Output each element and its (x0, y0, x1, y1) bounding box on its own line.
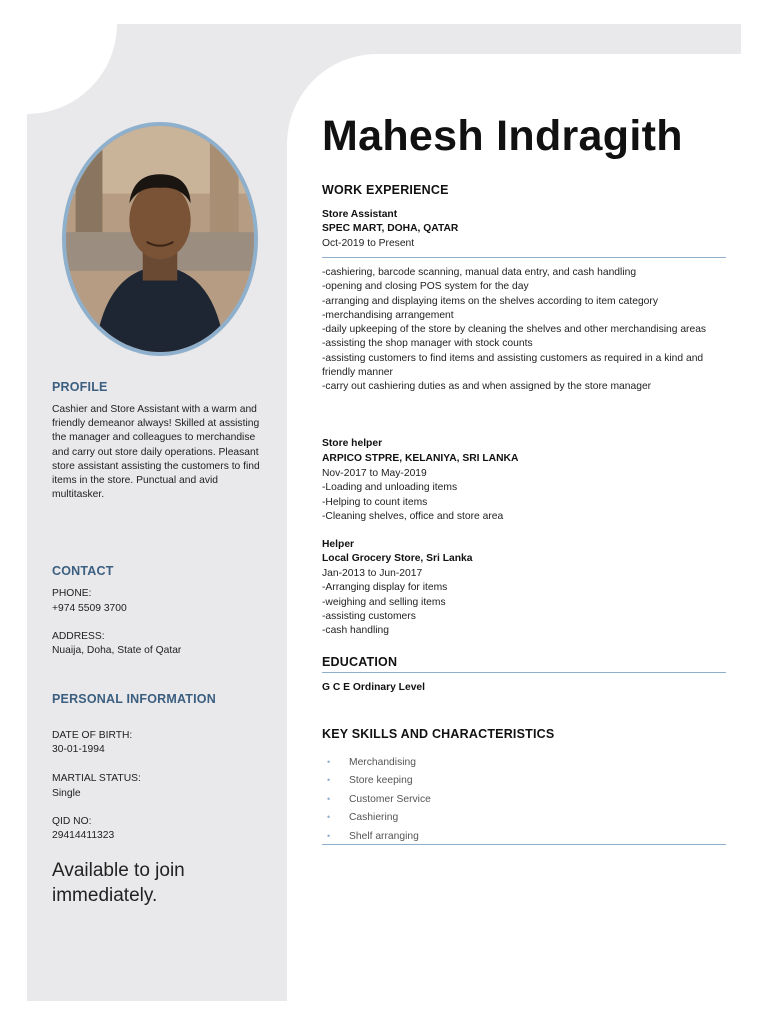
address-label: ADDRESS: (52, 631, 105, 642)
skill-item: • Merchandising (327, 757, 416, 768)
job-3-dates: Jan-2013 to Jun-2017 (322, 568, 423, 579)
skill-item: • Store keeping (327, 775, 413, 787)
person-photo-icon (66, 126, 254, 352)
address-value: Nuaija, Doha, State of Qatar (52, 645, 182, 656)
duty-item: -opening and closing POS system for the day (322, 281, 529, 293)
skill-item: • Shelf arranging (327, 830, 419, 842)
job-1-title: Store Assistant (322, 209, 398, 220)
education-heading: EDUCATION (322, 655, 398, 669)
duty-item: -arranging and displaying items on the shelves according to item category (322, 295, 658, 307)
contact-heading: CONTACT (52, 564, 114, 578)
job-1-duties (322, 266, 726, 395)
phone-label: PHONE: (52, 588, 92, 599)
duty-item: -Loading and unloading items (322, 482, 458, 494)
profile-text: Cashier and Store Assistant with a warm and friendly demeanor always! Skilled at assisting the manager and colleagues to merchandise and carry out store daily operations. Pleasant store assistant assisting the customers to find items in the store. Punctual and avid multitasker. (52, 404, 260, 501)
duty-item: -assisting the shop manager with stock counts (322, 338, 533, 350)
skill-item: • Customer Service (327, 793, 431, 805)
duty-item: -daily upkeeping of the store by cleaning the shelves and other merchandising areas (322, 324, 707, 336)
job-3-title: Helper (322, 539, 355, 550)
duty-item: -assisting customers (322, 610, 416, 622)
skills-list (322, 755, 726, 847)
phone-value: +974 5509 3700 (52, 603, 127, 614)
main-panel (287, 54, 768, 1024)
divider (322, 672, 726, 673)
duty-item: -carry out cashiering duties as and when assigned by the store manager (322, 381, 652, 393)
job-3-details (322, 567, 726, 638)
divider (322, 257, 726, 258)
profile-photo (62, 122, 258, 356)
personal-heading: PERSONAL INFORMATION (52, 692, 216, 706)
marital-value: Single (52, 788, 81, 799)
job-3-company: Local Grocery Store, Sri Lanka (322, 553, 473, 564)
availability-note: Available to join immediately. (52, 860, 185, 906)
duty-item: -merchandising arrangement (322, 309, 454, 321)
qid-value: 29414411323 (52, 830, 115, 841)
bullet-icon: • (327, 757, 331, 767)
skill-item: • Cashiering (327, 812, 399, 824)
duty-item: -Helping to count items (322, 496, 428, 508)
qid-label: QID NO: (52, 816, 92, 827)
duty-item: -cashiering, barcode scanning, manual data entry, and cash handling (322, 267, 637, 278)
divider (322, 844, 726, 845)
marital-label: MARTIAL STATUS: (52, 773, 141, 784)
bullet-icon: • (327, 812, 331, 823)
duty-item: -weighing and selling items (322, 596, 446, 608)
duty-item: -assisting customers to find items and assisting customers as required in a kind and friendly manner (322, 352, 704, 379)
job-1-dates: Oct-2019 to Present (322, 238, 415, 249)
job-2-title: Store helper (322, 438, 383, 449)
education-item: G C E Ordinary Level (322, 682, 426, 693)
dob-label: DATE OF BIRTH: (52, 730, 133, 741)
bullet-icon: • (327, 775, 331, 786)
work-experience-heading: WORK EXPERIENCE (322, 183, 449, 197)
profile-heading: PROFILE (52, 380, 108, 394)
dob-value: 30-01-1994 (52, 744, 105, 755)
bullet-icon: • (327, 830, 331, 841)
job-2-details (322, 467, 726, 524)
duty-item: -Cleaning shelves, office and store area (322, 510, 504, 522)
skills-heading: KEY SKILLS AND CHARACTERISTICS (322, 727, 555, 741)
bullet-icon: • (327, 793, 331, 804)
duty-item: -Arranging display for items (322, 582, 448, 594)
job-1-company: SPEC MART, DOHA, QATAR (322, 223, 459, 234)
duty-item: -cash handling (322, 625, 389, 637)
candidate-name: Mahesh Indragith (322, 112, 683, 160)
job-2-company: ARPICO STPRE, KELANIYA, SRI LANKA (322, 453, 519, 464)
job-2-dates: Nov-2017 to May-2019 (322, 468, 427, 479)
